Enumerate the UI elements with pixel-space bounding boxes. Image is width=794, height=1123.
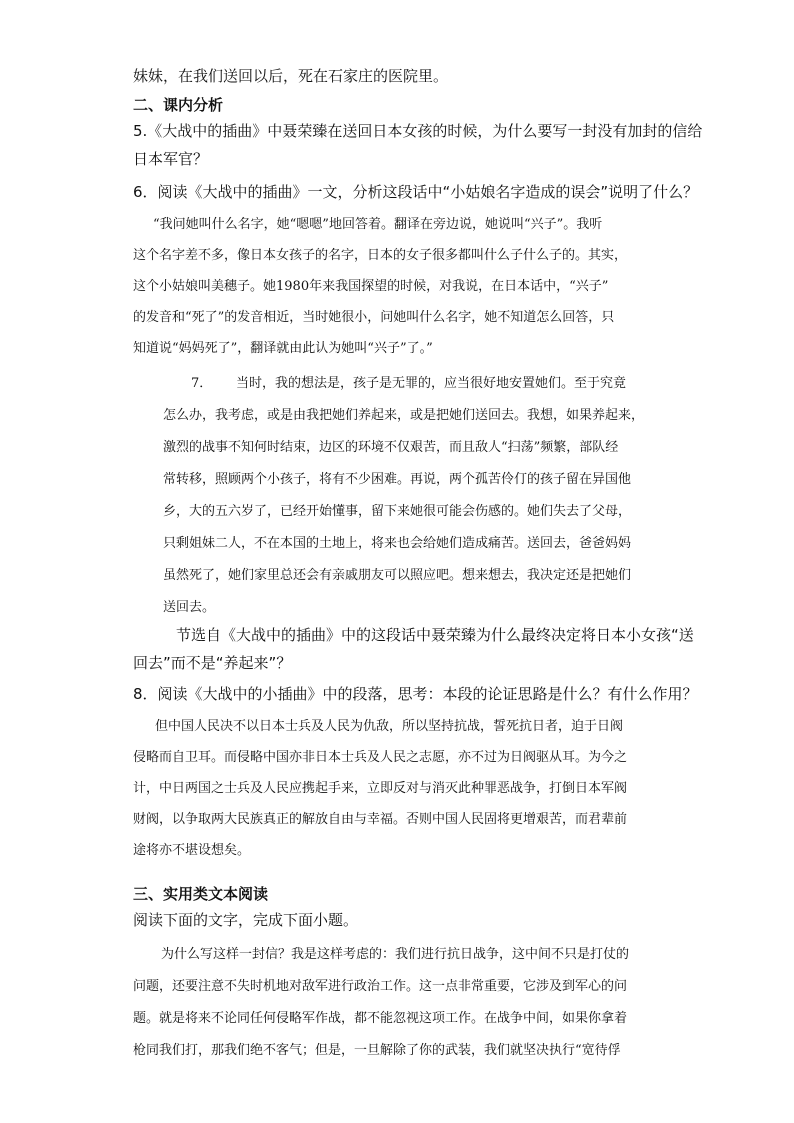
question-8-passage-line: 途将亦不堪设想矣。 (133, 843, 251, 858)
question-7-passage-line: 送回去。 (163, 600, 216, 615)
section-3-instruction: 阅读下面的文字，完成下面小题。 (133, 911, 359, 929)
question-7-passage-line: 只剩姐妹二人，不在本国的土地上，将来也会给她们造成痛苦。送回去，爸爸妈妈 (163, 536, 632, 551)
section-3-passage-line: 题。就是将来不论同任何侵略军作战，都不能忽视这项工作。在战争中间，如果你拿着 (133, 1011, 628, 1026)
question-7-prompt-line-2: 回去”而不是“养起来”？ (133, 654, 292, 672)
question-5-line-1: 5.《大战中的插曲》中聂荣臻在送回日本女孩的时候，为什么要写一封没有加封的信给 (133, 122, 703, 140)
question-6-passage-line: 这个小姑娘叫美穗子。她1980年来我国探望的时候，对我说，在日本话中，“兴子” (133, 279, 609, 294)
question-8-passage-line: 侵略而自卫耳。而侵略中国亦非日本士兵及人民之志愿，亦不过为日阀驱从耳。为今之 (133, 750, 628, 765)
question-6-passage-line: 这个名字差不多，像日本女孩子的名字，日本的女子很多都叫什么子什么子的。其实， (133, 248, 628, 263)
question-8-passage-line: 财阀，以争取两大民族真正的解放自由与幸福。否则中国人民固将更增艰苦，而君辈前 (133, 812, 628, 827)
question-6-passage-line: 知道说“妈妈死了”，翻译就由此认为她叫“兴子”了。” (133, 341, 433, 356)
question-6-passage-line: 的发音和“死了”的发音相近，当时她很小，问她叫什么名字，她不知道怎么回答，只 (133, 310, 615, 325)
section-3-passage-line: 枪同我们打，那我们绝不客气；但是，一旦解除了你的武装，我们就坚决执行“宽待俘 (133, 1043, 621, 1058)
question-7-passage-line: 常转移，照顾两个小孩子，将有不少困难。再说，两个孤苦伶仃的孩子留在异国他 (163, 472, 632, 487)
question-7-passage-line: 激烈的战事不知何时结束，边区的环境不仅艰苦，而且敌人“扫荡”频繁，部队经 (163, 440, 619, 455)
section-2-heading: 二、课内分析 (133, 96, 224, 114)
question-6-prompt: 6．阅读《大战中的插曲》一文，分析这段话中“小姑娘名字造成的误会”说明了什么？ (133, 183, 699, 201)
question-7-passage-line: 虽然死了，她们家里总还会有亲戚朋友可以照应吧。想来想去，我决定还是把她们 (163, 568, 632, 583)
intro-line: 妹妹，在我们送回以后，死在石家庄的医院里。 (133, 67, 449, 85)
question-8-passage-line: 但中国人民决不以日本士兵及人民为仇敌，所以坚持抗战，誓死抗日者，迫于日阀 (155, 719, 624, 734)
question-5-line-2: 日本军官？ (133, 150, 209, 168)
section-3-passage-line: 为什么写这样一封信？我是这样考虑的：我们进行抗日战争，这中间不只是打仗的 (161, 947, 630, 962)
question-7-passage-line: 怎么办，我考虑，或是由我把她们养起来，或是把她们送回去。我想，如果养起来， (163, 408, 645, 423)
section-3-heading: 三、实用类文本阅读 (133, 885, 269, 903)
question-6-passage-line: “我问她叫什么名字，她“嗯嗯”地回答着。翻译在旁边说，她说叫“兴子”。我听 (153, 217, 603, 232)
question-8-prompt: 8．阅读《大战中的小插曲》中的段落，思考：本段的论证思路是什么？有什么作用？ (133, 685, 698, 703)
section-3-passage-line: 问题，还要注意不失时机地对敌军进行政治工作。这一点非常重要，它涉及到军心的问 (133, 979, 628, 994)
question-7-prompt-line-1: 节选自《大战中的插曲》中的这段话中聂荣臻为什么最终决定将日本小女孩“送 (176, 626, 694, 644)
question-7-passage-line: 乡，大的五六岁了，已经开始懂事，留下来她很可能会伤感的。她们失去了父母， (163, 504, 632, 519)
question-7-number: 7． (191, 376, 213, 391)
question-8-passage-line: 计，中日两国之士兵及人民应携起手来，立即反对与消灭此种罪恶战争，打倒日本军阀 (133, 781, 628, 796)
question-7-passage-first: 当时，我的想法是，孩子是无罪的，应当很好地安置她们。至于究竟 (236, 376, 627, 391)
